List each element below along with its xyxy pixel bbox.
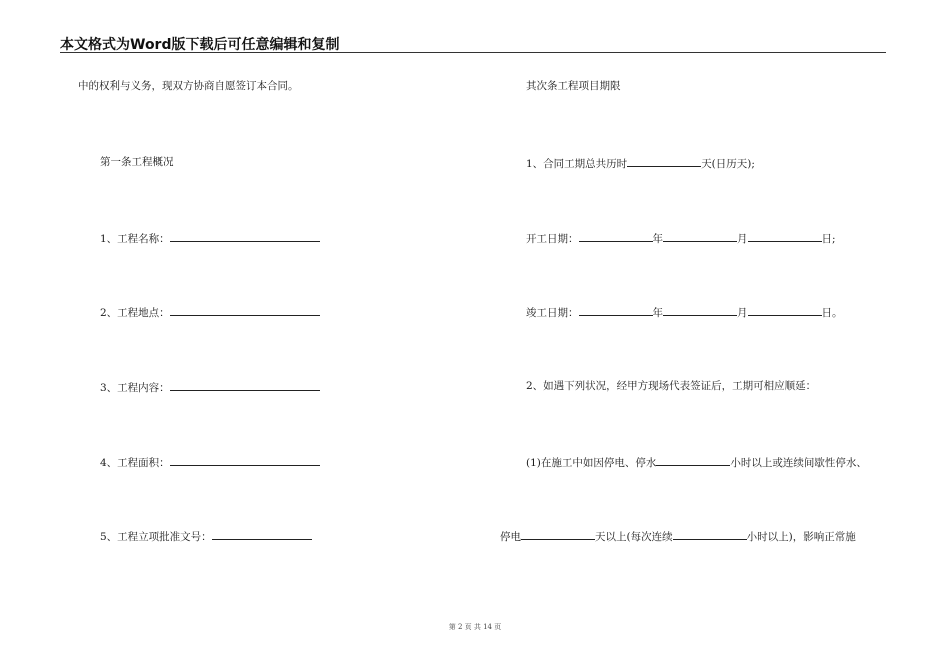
end-month-blank[interactable] (663, 304, 737, 316)
duration-row (526, 155, 755, 171)
start-year-blank[interactable] (579, 230, 653, 242)
project-approval-row (100, 528, 312, 544)
project-location-label: 2、工程地点： (100, 307, 170, 319)
duration-days-blank[interactable] (627, 155, 701, 167)
power-outage-continued-row (500, 528, 856, 544)
project-content-blank[interactable] (170, 379, 320, 391)
document-header-title: 本文格式为Word版下载后可任意编辑和复制 (60, 37, 340, 53)
end-date-label: 竣工日期： (526, 307, 579, 319)
power-outage-prefix: (1)在施工中如因停电、停水 (526, 457, 657, 469)
start-date-label: 开工日期： (526, 233, 579, 245)
outage-continued-suffix: 小时以上)，影响正常施 (746, 531, 856, 543)
start-date-row (526, 230, 836, 246)
outage-continued-mid: 天以上(每次连续 (595, 531, 673, 543)
end-day-unit: 日。 (821, 307, 843, 319)
start-day-unit: 日; (821, 233, 836, 245)
project-approval-label: 5、工程立项批准文号： (100, 531, 212, 543)
outage-days-blank[interactable] (521, 528, 595, 540)
page-number: 第 2 页 共 14 页 (448, 623, 502, 631)
intro-text: 中的权利与义务，现双方协商自愿签订本合同。 (78, 80, 299, 92)
project-content-label: 3、工程内容： (100, 382, 170, 394)
outage-hours-blank[interactable] (656, 454, 730, 466)
article-2-heading: 其次条工程项目期限 (526, 80, 621, 92)
end-year-unit: 年 (652, 307, 663, 319)
extension-clause: 2、如遇下列状况，经甲方现场代表签证后，工期可相应顺延： (526, 380, 817, 392)
outage-continuous-hours-blank[interactable] (673, 528, 747, 540)
end-month-unit: 月 (737, 307, 748, 319)
start-month-blank[interactable] (663, 230, 737, 242)
project-area-label: 4、工程面积： (100, 457, 170, 469)
project-approval-blank[interactable] (212, 528, 312, 540)
duration-suffix: 天(日历天); (701, 158, 755, 170)
project-content-row (100, 379, 320, 395)
project-location-blank[interactable] (170, 304, 320, 316)
power-outage-suffix: 小时以上或连续间歇性停水、 (730, 457, 867, 469)
duration-prefix: 1、合同工期总共历时 (526, 158, 628, 170)
project-area-row (100, 454, 320, 470)
project-area-blank[interactable] (170, 454, 320, 466)
start-year-unit: 年 (652, 233, 663, 245)
start-day-blank[interactable] (748, 230, 822, 242)
outage-continued-prefix: 停电 (500, 531, 521, 543)
project-name-row (100, 230, 320, 246)
header-divider (60, 52, 886, 53)
project-name-blank[interactable] (170, 230, 320, 242)
project-location-row (100, 304, 320, 320)
end-day-blank[interactable] (748, 304, 822, 316)
end-year-blank[interactable] (579, 304, 653, 316)
article-1-heading: 第一条工程概况 (100, 156, 174, 168)
project-name-label: 1、工程名称： (100, 233, 170, 245)
end-date-row (526, 304, 843, 320)
start-month-unit: 月 (737, 233, 748, 245)
power-outage-row (526, 454, 867, 470)
